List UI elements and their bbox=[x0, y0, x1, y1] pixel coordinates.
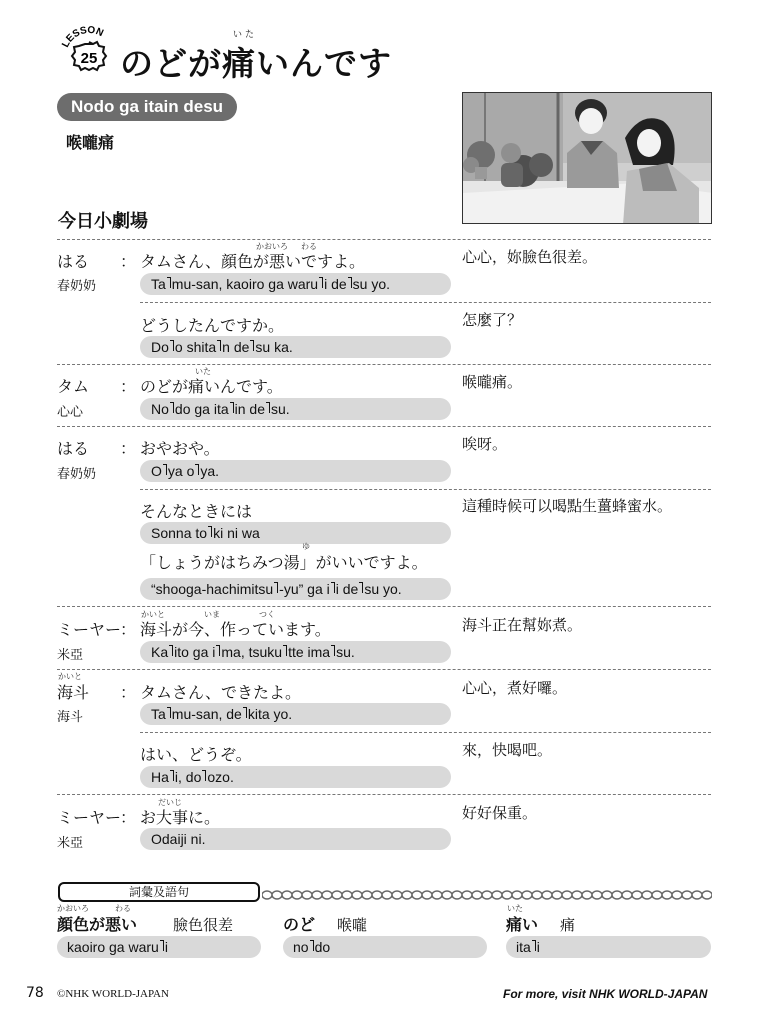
japanese-line: お大事に。 bbox=[140, 808, 221, 827]
furigana: かおいろ bbox=[256, 242, 288, 251]
pitch-accent-marker bbox=[331, 582, 335, 593]
pitch-accent-marker bbox=[310, 940, 314, 951]
chinese-translation: 來，快喝吧。 bbox=[462, 741, 553, 759]
decorative-chain bbox=[262, 886, 712, 898]
pitch-accent-marker bbox=[170, 402, 174, 413]
pitch-accent-marker bbox=[167, 277, 171, 288]
speaker-colon: ： bbox=[120, 620, 137, 639]
row-separator bbox=[140, 732, 711, 733]
copyright: ©NHK WORLD-JAPAN bbox=[57, 988, 169, 1000]
title-romaji: Nodo ga itain desu bbox=[57, 93, 237, 121]
furigana: かいと bbox=[141, 610, 165, 619]
speaker-name: ミーヤー bbox=[57, 620, 122, 639]
pitch-accent-marker bbox=[230, 402, 234, 413]
footer-link-text[interactable]: For more, visit NHK WORLD-JAPAN bbox=[503, 987, 708, 1001]
scene-illustration bbox=[462, 92, 712, 224]
pitch-accent-marker bbox=[266, 402, 270, 413]
pitch-accent-marker bbox=[163, 464, 167, 475]
japanese-line: おやおや。 bbox=[140, 439, 220, 458]
pitch-accent-marker bbox=[216, 645, 220, 656]
lesson-label: LESSON bbox=[60, 24, 105, 50]
speaker-translation: 海斗 bbox=[57, 710, 84, 725]
vocab-word: のど bbox=[283, 915, 316, 934]
pitch-accent-marker bbox=[170, 340, 174, 351]
chinese-translation: 喉嚨痛。 bbox=[462, 373, 523, 391]
speaker-name: タム bbox=[57, 377, 90, 396]
pitch-accent-marker bbox=[283, 645, 287, 656]
japanese-line: タムさん、できたよ。 bbox=[140, 683, 301, 702]
speaker-translation: 米亞 bbox=[57, 648, 84, 663]
pitch-accent-marker bbox=[195, 464, 199, 475]
speaker-colon: ： bbox=[120, 808, 137, 827]
speaker-colon: ： bbox=[120, 683, 137, 702]
furigana: わる bbox=[301, 242, 317, 251]
vocab-word: 顔色が悪い bbox=[57, 915, 138, 934]
furigana: わる bbox=[115, 904, 131, 913]
pitch-accent-marker bbox=[532, 940, 536, 951]
speaker-colon: ： bbox=[120, 252, 137, 271]
speaker-translation: 心心 bbox=[57, 405, 84, 420]
speaker-name: はる bbox=[57, 252, 90, 271]
furigana: いた bbox=[195, 367, 211, 376]
row-separator bbox=[140, 489, 711, 490]
speaker-colon: ： bbox=[120, 439, 137, 458]
furigana: ゆ bbox=[302, 542, 310, 551]
chinese-translation: 怎麼了？ bbox=[462, 311, 523, 329]
vocab-romaji: no do bbox=[283, 936, 487, 958]
chinese-translation: 海斗正在幫妳煮。 bbox=[462, 616, 583, 634]
pitch-accent-marker bbox=[170, 770, 174, 781]
row-separator bbox=[140, 302, 711, 303]
japanese-line: どうしたんですか。 bbox=[140, 316, 285, 335]
vocab-meaning: 喉嚨 bbox=[337, 916, 368, 934]
pitch-accent-marker bbox=[160, 940, 164, 951]
japanese-line: そんなときには bbox=[140, 502, 253, 521]
row-separator bbox=[57, 364, 711, 365]
japanese-line: タムさん、顔色が悪いですよ。 bbox=[140, 252, 365, 271]
japanese-line: はい、どうぞ。 bbox=[140, 745, 252, 764]
furigana: いた bbox=[507, 904, 523, 913]
row-separator bbox=[57, 426, 711, 427]
japanese-line: 「しょうがはちみつ湯」がいいですよ。 bbox=[140, 553, 428, 572]
page-title: のどが痛いんです bbox=[120, 44, 392, 83]
chinese-translation: 心心，煮好囉。 bbox=[462, 679, 568, 697]
section-title: 今日小劇場 bbox=[58, 211, 148, 232]
speaker-translation: 米亞 bbox=[57, 836, 84, 851]
row-separator bbox=[57, 606, 711, 607]
speaker-name: ミーヤー bbox=[57, 808, 122, 827]
speaker-translation: 春奶奶 bbox=[57, 467, 97, 482]
chinese-translation: 這種時候可以喝點生薑蜂蜜水。 bbox=[462, 497, 673, 515]
title-furigana: いた bbox=[233, 30, 258, 40]
chinese-translation: 唉呀。 bbox=[462, 435, 508, 453]
pitch-accent-marker bbox=[250, 340, 254, 351]
speaker-translation: 春奶奶 bbox=[57, 279, 97, 294]
romaji-line: Do o shita n de su ka. bbox=[140, 336, 451, 358]
row-separator bbox=[57, 669, 711, 670]
romaji-line: Ta mu-san, de kita yo. bbox=[140, 703, 451, 725]
lesson-badge bbox=[58, 22, 120, 84]
pitch-accent-marker bbox=[243, 707, 247, 718]
speaker-name: はる bbox=[57, 439, 90, 458]
romaji-line: Sonna to ki ni wa bbox=[140, 522, 451, 544]
pitch-accent-marker bbox=[274, 582, 278, 593]
chinese-translation: 心心，妳臉色很差。 bbox=[462, 248, 598, 266]
japanese-line: 海斗が今、作っています。 bbox=[140, 620, 331, 639]
romaji-line: O ya o ya. bbox=[140, 460, 451, 482]
furigana: つく bbox=[259, 610, 275, 619]
romaji-line: Ka ito ga i ma, tsuku tte ima su. bbox=[140, 641, 451, 663]
vocab-romaji: kaoiro ga waru i bbox=[57, 936, 261, 958]
romaji-line: “shooga-hachimitsu -yu” ga i i de su yo. bbox=[140, 578, 451, 600]
speaker-furigana: かいと bbox=[58, 672, 82, 681]
vocab-meaning: 痛 bbox=[560, 916, 576, 934]
furigana: だいじ bbox=[158, 798, 182, 807]
lesson-number: 25 bbox=[80, 50, 98, 67]
pitch-accent-marker bbox=[359, 582, 363, 593]
romaji-line: Ha i, do ozo. bbox=[140, 766, 451, 788]
speaker-name: 海斗 bbox=[57, 683, 90, 702]
japanese-line: のどが痛いんです。 bbox=[140, 377, 283, 396]
pitch-accent-marker bbox=[208, 526, 212, 537]
page-subtitle: 喉嚨痛 bbox=[66, 133, 115, 152]
page-number: 78 bbox=[26, 985, 44, 1001]
furigana: いま bbox=[204, 610, 220, 619]
pitch-accent-marker bbox=[217, 340, 221, 351]
chinese-translation: 好好保重。 bbox=[462, 804, 538, 822]
pitch-accent-marker bbox=[319, 277, 323, 288]
vocab-meaning: 臉色很差 bbox=[173, 916, 234, 934]
speaker-colon: ： bbox=[120, 377, 137, 396]
romaji-line: Ta mu-san, kaoiro ga waru i de su yo. bbox=[140, 273, 451, 295]
vocab-label: 詞彙及語句 bbox=[58, 882, 260, 902]
vocab-romaji: ita i bbox=[506, 936, 711, 958]
row-separator bbox=[57, 239, 711, 240]
romaji-line: Odaiji ni. bbox=[140, 828, 451, 850]
pitch-accent-marker bbox=[331, 645, 335, 656]
romaji-line: No do ga ita in de su. bbox=[140, 398, 451, 420]
pitch-accent-marker bbox=[348, 277, 352, 288]
pitch-accent-marker bbox=[202, 770, 206, 781]
pitch-accent-marker bbox=[169, 645, 173, 656]
pitch-accent-marker bbox=[167, 707, 171, 718]
vocab-word: 痛い bbox=[506, 915, 539, 934]
furigana: かおいろ bbox=[57, 904, 89, 913]
row-separator bbox=[57, 794, 711, 795]
